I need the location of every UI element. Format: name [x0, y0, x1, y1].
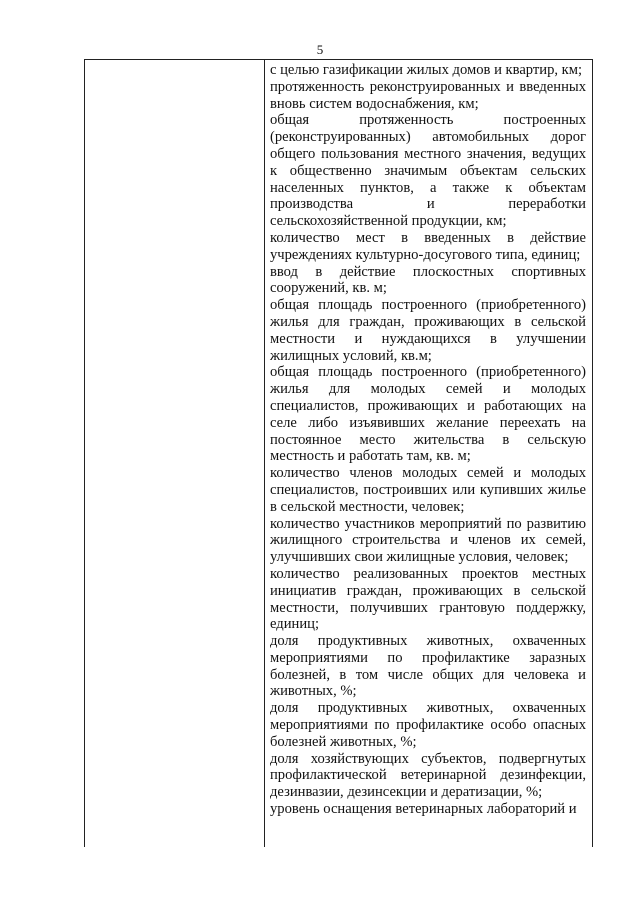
indicator-entry: уровень оснащения ветеринарных лабораторий и: [270, 801, 577, 818]
indicator-entry: количество мест в введенных в действие учреждениях культурно-досугового типа, единиц;: [270, 229, 586, 263]
table-right-cell: [270, 62, 586, 818]
indicators-table: [84, 59, 593, 847]
indicator-entry: общая площадь построенного (приобретенного) жилья для молодых семей и молодых специалистов, проживающих и работающих на селе либо изъявивших желание переехать на постоянное место жительства в сельскую местность и работать там, кв. м;: [270, 364, 586, 465]
indicator-entry: ввод в действие плоскостных спортивных сооружений, кв. м;: [270, 263, 586, 297]
indicator-entry: доля продуктивных животных, охваченных мероприятиями по профилактике заразных болезней, в том числе общих для человека и животных, %;: [270, 633, 586, 700]
indicator-entry: доля хозяйствующих субъектов, подвергнутых профилактической ветеринарной дезинфекции, дезинвазии, дезинсекции и дератизации, %;: [270, 750, 586, 801]
indicator-entry: количество членов молодых семей и молодых специалистов, построивших или купивших жилье в сельской местности, человек;: [270, 465, 586, 515]
column-divider: [264, 60, 265, 847]
indicator-entry: доля продуктивных животных, охваченных мероприятиями по профилактике особо опасных болезней животных, %;: [270, 700, 586, 750]
table-left-cell: [85, 60, 264, 847]
indicator-entry: количество реализованных проектов местных инициатив граждан, проживающих в сельской местности, получивших грантовую поддержку, единиц;: [270, 565, 586, 633]
indicator-entry: количество участников мероприятий по развитию жилищного строительства и членов их семей, улучшивших свои жилищные условия, человек;: [270, 515, 586, 566]
page-number: 5: [316, 42, 324, 57]
indicator-entry: общая протяженность построенных (реконструированных) автомобильных дорог общего пользования местного значения, ведущих к общественно значимым объектам сельских населенных пунктов, а также к объектам производства и переработки сельскохозяйственной продукции, км;: [270, 112, 586, 230]
indicator-entry: с целью газификации жилых домов и квартир, км;: [270, 62, 583, 78]
indicator-entry: общая площадь построенного (приобретенного) жилья для граждан, проживающих в сельской местности и нуждающихся в улучшении жилищных условий, кв.м;: [270, 297, 586, 364]
indicator-entry: протяженность реконструированных и введенных вновь систем водоснабжения, км;: [270, 78, 586, 112]
